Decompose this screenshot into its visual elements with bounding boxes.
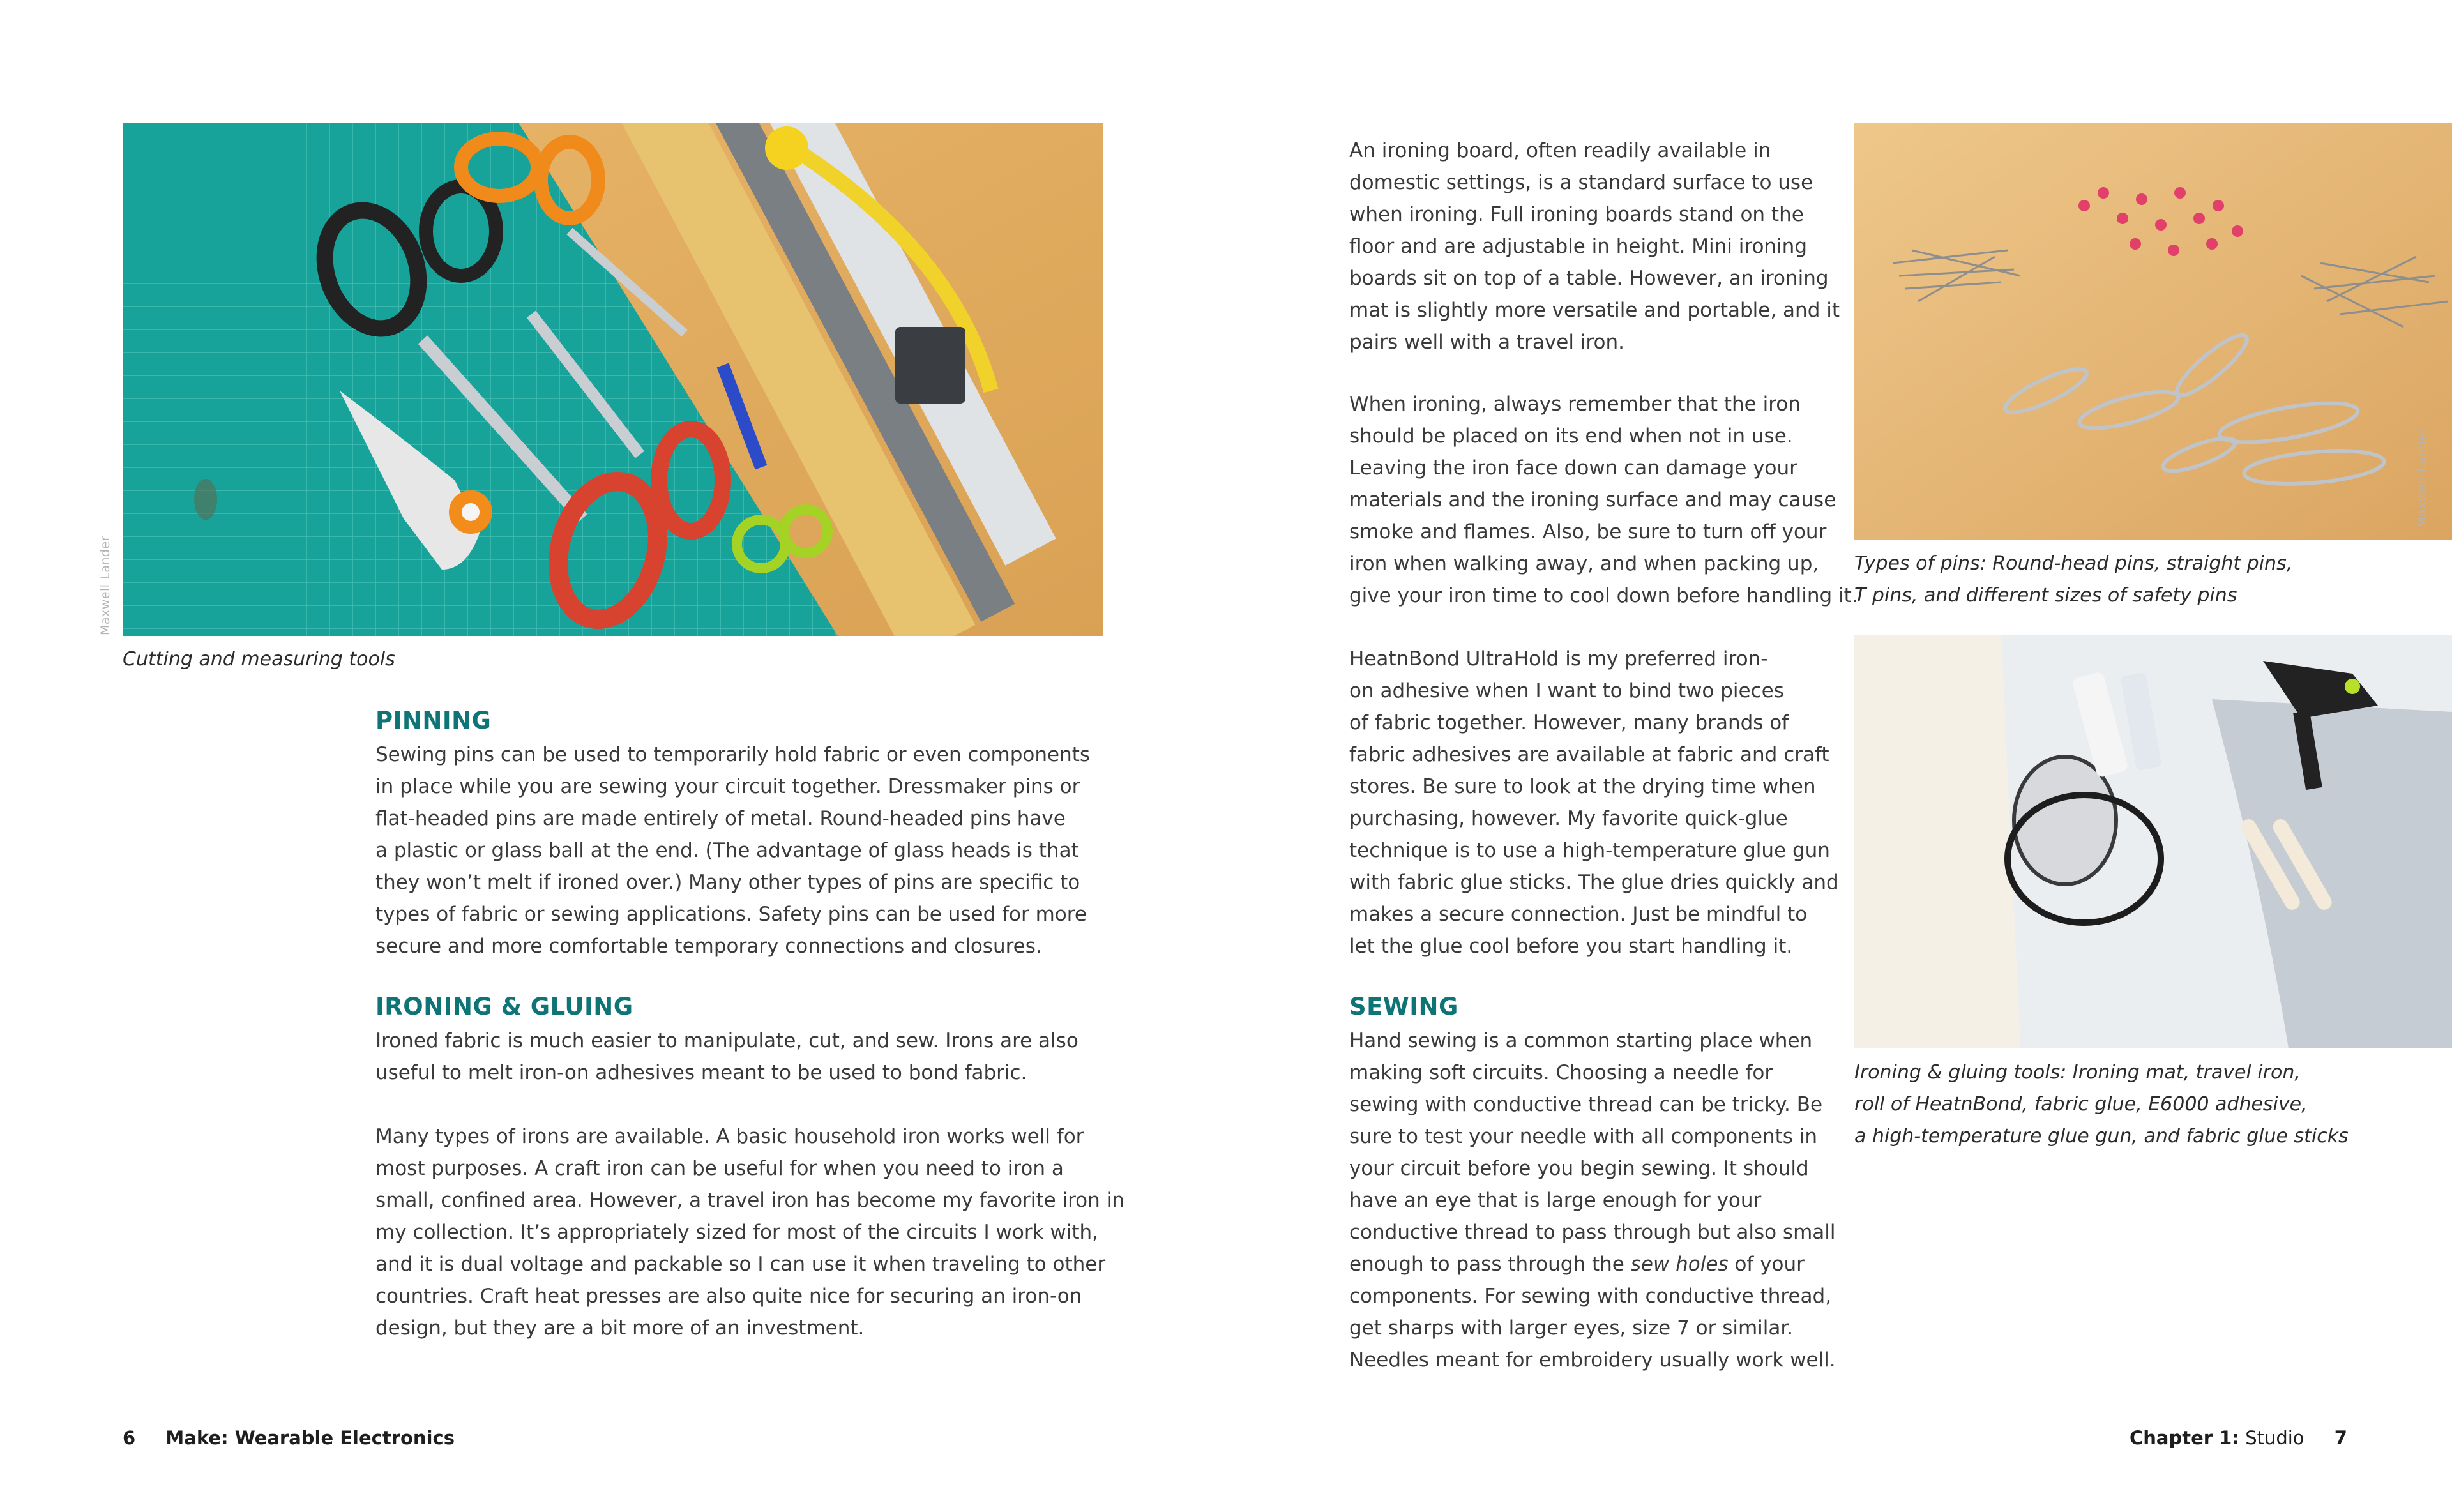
ironing-gluing-heading: IRONING & GLUING <box>375 993 633 1020</box>
ironing-paragraph-1: Ironed fabric is much easier to manipulate, cut, and sew. Irons are also useful to melt iron-on adhesives meant to be used to bond fabric. <box>375 1029 1078 1084</box>
pinning-heading: PINNING <box>375 707 492 734</box>
ironing-board-paragraph: An ironing board, often readily available in domestic settings, is a standard surface to use when ironing. Full ironing boards stand on the floor and are adjustable in height. Mini ironing boards sit on top of a table. However, an ironing mat is slightly more versatile and portable, and it pairs well with a travel iron. <box>1349 139 1840 354</box>
iron-safety-paragraph: When ironing, always remember that the iron should be placed on its end when not in use. Leaving the iron face down can damage your materials and the ironing surface and may cause smoke and flames. Also, be sure to turn off your iron when walking away, and when packing up, give your iron time to cool down before handling it. <box>1349 393 1858 607</box>
chapter-label: Chapter 1: <box>2130 1427 2239 1449</box>
book-title: Make: Wearable Electronics <box>165 1427 455 1449</box>
ironing-tools-photo <box>1854 635 2452 1048</box>
sew-holes-term: sew holes <box>1630 1253 1729 1276</box>
right-page-footer <box>2130 1424 2347 1452</box>
photo-credit: Maxwell Lander <box>98 536 112 635</box>
pinning-paragraph: Sewing pins can be used to temporarily hold fabric or even components in place while you are sewing your circuit together. Dressmaker pins or flat-headed pins are made entirely of metal. Round-headed pins have a plastic or glass ball at the end. (The advantage of glass heads is that they won’t melt if ironed over.) Many other types of pins are specific to types of fabric or sewing applications. Safety pins can be used for more secure and more comfortable temporary connections and closures. <box>375 743 1091 958</box>
pins-photo-credit: Maxwell Lander <box>2415 428 2429 527</box>
right-page-number: 7 <box>2334 1427 2347 1449</box>
pins-caption: Types of pins: Round-head pins, straight pins, T pins, and different sizes of safety pins <box>1854 552 2293 607</box>
ironing-paragraph-2: Many types of irons are available. A basic household iron works well for most purposes. A craft iron can be useful for when you need to iron a small, confined area. However, a travel iron has become my favorite iron in my collection. It’s appropriately sized for most of the circuits I work with, and it is dual voltage and packable so I can use it when traveling to other countries. Craft heat presses are also quite nice for securing an iron-on design, but they are a bit more of an investment. <box>375 1125 1124 1340</box>
ironing-tools-caption: Ironing & gluing tools: Ironing mat, travel iron, roll of HeatnBond, fabric glue, E6000 adhesive, a high-temperature glue gun, and fabric glue sticks <box>1854 1061 2349 1147</box>
left-page-number: 6 <box>123 1427 136 1449</box>
cutting-tools-caption: Cutting and measuring tools <box>123 648 395 670</box>
sewing-heading: SEWING <box>1349 993 1458 1020</box>
cutting-tools-photo <box>123 123 1103 636</box>
glue-paragraph: HeatnBond UltraHold is my preferred iron- on adhesive when I want to bind two pieces of fabric together. However, many brands of fabric adhesives are available at fabric and craft stores. Be sure to look at the drying time when purchasing, however. My favorite quick-glue technique is to use a high-temperature glue gun with fabric glue sticks. The glue dries quickly and makes a secure connection. Just be mindful to let the glue cool before you start handling it. <box>1349 647 1839 958</box>
pins-photo <box>1854 123 2452 540</box>
left-page-footer <box>123 1424 455 1452</box>
chapter-name: Studio <box>2245 1427 2304 1449</box>
sewing-paragraph: Hand sewing is a common starting place when making soft circuits. Choosing a needle for sewing with conductive thread can be tricky. Be sure to test your needle with all components in your circuit before you begin sewing. It should have an eye that is large enough for your conductive thread to pass through but also small enough to pass through the sew holes of your components. For sewing with conductive thread, get sharps with larger eyes, size 7 or similar. Needles meant for embroidery usually work well. <box>1349 1029 1836 1372</box>
